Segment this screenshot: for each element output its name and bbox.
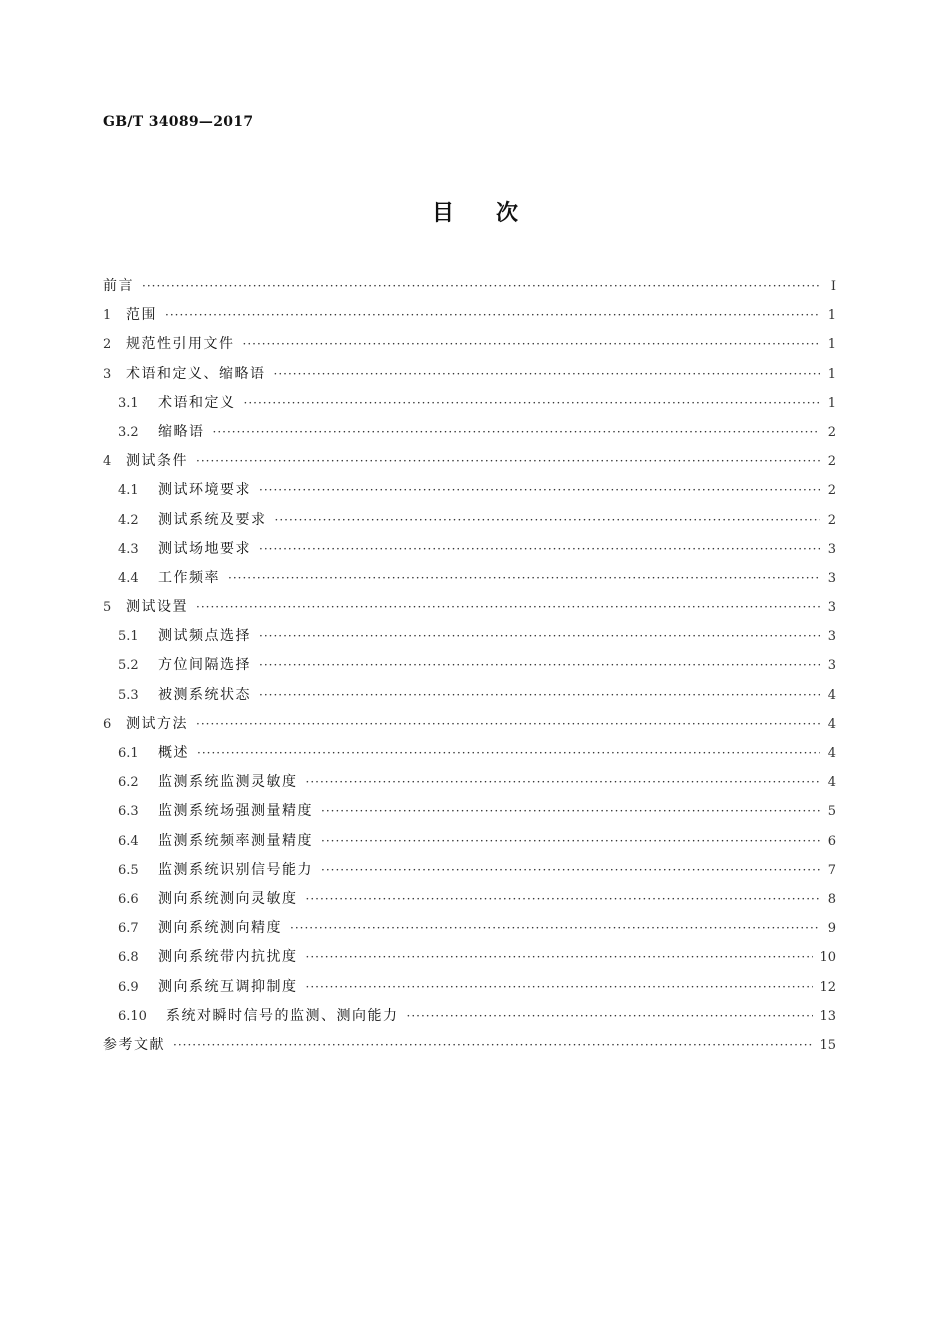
toc-entry-number: 6.10 [118, 1008, 147, 1024]
toc-entry-label: 术语和定义 [158, 394, 236, 411]
dot-leader [173, 1031, 813, 1060]
toc-entry-page: 2 [827, 424, 836, 440]
toc-entry[interactable] [103, 710, 836, 739]
toc-entry[interactable] [103, 593, 836, 622]
toc-entry-page: 3 [827, 600, 836, 616]
dot-leader [142, 272, 820, 301]
dot-leader [321, 797, 820, 826]
toc-entry-page: 9 [827, 921, 836, 937]
toc-entry[interactable] [103, 651, 836, 680]
toc-entry-page: 4 [827, 775, 836, 791]
toc-entry-page: 5 [827, 804, 836, 820]
toc-entry[interactable] [103, 506, 836, 535]
toc-entry[interactable] [103, 768, 836, 797]
toc-entry-page: 10 [819, 950, 836, 966]
toc-entry-page: 1 [827, 308, 836, 324]
toc-entry-page: 3 [827, 541, 836, 557]
toc-entry-page: 6 [827, 833, 836, 849]
dot-leader [228, 564, 820, 593]
toc-entry-label: 工作频率 [158, 569, 220, 586]
toc-entry[interactable] [103, 360, 836, 389]
toc-entry-number: 2 [103, 337, 112, 353]
toc-entry-label: 范围 [126, 307, 157, 324]
toc-entry-label: 方位间隔选择 [158, 657, 251, 674]
toc-entry[interactable] [103, 797, 836, 826]
dot-leader [306, 768, 821, 797]
dot-leader [259, 535, 820, 564]
toc-entry-label: 测试方法 [126, 715, 188, 732]
toc-entry-label: 测试条件 [126, 453, 188, 470]
toc-entry[interactable] [103, 739, 836, 768]
dot-leader [275, 506, 821, 535]
toc-entry[interactable] [103, 827, 836, 856]
toc-entry-page: 2 [827, 483, 836, 499]
toc-entry-page: 1 [827, 337, 836, 353]
toc-entry[interactable] [103, 272, 836, 301]
toc-entry-number: 4.4 [118, 570, 139, 586]
toc-entry-page: 4 [827, 687, 836, 703]
toc-entry[interactable] [103, 535, 836, 564]
toc-entry[interactable] [103, 476, 836, 505]
toc-entry[interactable] [103, 1002, 836, 1031]
toc-entry-label: 被测系统状态 [158, 686, 251, 703]
toc-entry-label: 测向系统测向灵敏度 [158, 890, 298, 907]
toc-entry-label: 参考文献 [103, 1036, 165, 1053]
toc-entry-number: 5.2 [118, 658, 139, 674]
toc-entry-number: 4.1 [118, 483, 139, 499]
dot-leader [196, 593, 820, 622]
toc-entry-page: 7 [827, 862, 836, 878]
toc-entry[interactable] [103, 914, 836, 943]
toc-entry-page: 1 [827, 395, 836, 411]
toc-entry-label: 测向系统测向精度 [158, 920, 282, 937]
toc-entry[interactable] [103, 389, 836, 418]
toc-entry-label: 测试系统及要求 [158, 511, 267, 528]
dot-leader [165, 301, 820, 330]
toc-entry-number: 6.2 [118, 775, 139, 791]
toc-entry-page: 12 [819, 979, 836, 995]
toc-entry-label: 测向系统带内抗扰度 [158, 949, 298, 966]
toc-entry-label: 测试场地要求 [158, 540, 251, 557]
dot-leader [244, 389, 821, 418]
toc-entry-number: 4.3 [118, 541, 139, 557]
toc-entry-number: 5 [103, 600, 112, 616]
toc-entry-number: 3 [103, 366, 112, 382]
toc-entry[interactable] [103, 418, 836, 447]
dot-leader [290, 914, 820, 943]
toc-entry-number: 1 [103, 308, 112, 324]
toc-entry-page: 4 [827, 746, 836, 761]
toc-entry-page: 3 [827, 658, 836, 674]
toc-entry-page: 2 [827, 512, 836, 528]
toc-entry-number: 5.1 [118, 629, 139, 645]
toc-entry[interactable] [103, 973, 836, 1002]
dot-leader [243, 330, 821, 359]
toc-entry-number: 6.4 [118, 833, 139, 849]
toc-entry[interactable] [103, 564, 836, 593]
dot-leader [321, 856, 820, 885]
dot-leader [259, 681, 820, 710]
toc-entry-number: 4.2 [118, 512, 139, 528]
dot-leader [196, 710, 820, 739]
toc-entry[interactable] [103, 856, 836, 885]
table-of-contents [103, 272, 836, 1060]
toc-entry-number: 3.1 [118, 395, 139, 411]
dot-leader [306, 943, 814, 972]
toc-entry-label: 规范性引用文件 [126, 336, 235, 353]
dot-leader [213, 418, 821, 447]
toc-entry-label: 系统对瞬时信号的监测、测向能力 [166, 1007, 399, 1024]
toc-entry[interactable] [103, 330, 836, 359]
toc-entry-label: 监测系统识别信号能力 [158, 861, 313, 878]
dot-leader [197, 739, 820, 768]
toc-entry-page: Ⅰ [830, 279, 836, 294]
dot-leader [196, 447, 820, 476]
dot-leader [274, 360, 821, 389]
toc-entry-page: 3 [827, 570, 836, 586]
toc-entry[interactable] [103, 622, 836, 651]
toc-entry[interactable] [103, 885, 836, 914]
toc-entry-number: 6.7 [118, 921, 139, 937]
toc-entry[interactable] [103, 301, 836, 330]
toc-entry-number: 6.9 [118, 979, 139, 995]
toc-entry[interactable] [103, 681, 836, 710]
toc-entry-number: 5.3 [118, 687, 139, 703]
toc-entry-label: 前言 [103, 278, 134, 294]
toc-entry-number: 4 [103, 454, 112, 470]
dot-leader [306, 885, 821, 914]
toc-entry-page: 3 [827, 629, 836, 645]
toc-entry-number: 6.8 [118, 950, 139, 966]
toc-entry-number: 6.3 [118, 804, 139, 820]
toc-entry-label: 测试环境要求 [158, 482, 251, 499]
toc-entry[interactable] [103, 447, 836, 476]
toc-entry-label: 监测系统监测灵敏度 [158, 774, 298, 791]
toc-entry-page: 8 [827, 891, 836, 907]
page-title: 目次 [431, 201, 560, 226]
toc-entry-number: 6.6 [118, 891, 139, 907]
toc-entry-page: 15 [819, 1037, 836, 1053]
dot-leader [259, 651, 820, 680]
toc-entry-label: 测试频点选择 [158, 628, 251, 645]
toc-entry-label: 监测系统频率测量精度 [158, 832, 313, 849]
dot-leader [259, 476, 820, 505]
toc-entry-page: 4 [827, 716, 836, 732]
toc-entry-number: 6 [103, 716, 112, 732]
toc-entry-label: 术语和定义、缩略语 [126, 365, 266, 382]
toc-entry-page: 2 [827, 454, 836, 470]
dot-leader [407, 1002, 814, 1031]
toc-entry[interactable] [103, 1031, 836, 1060]
toc-entry-number: 6.1 [118, 746, 139, 761]
toc-entry-label: 监测系统场强测量精度 [158, 803, 313, 820]
dot-leader [306, 973, 814, 1002]
toc-entry-label: 缩略语 [158, 423, 205, 440]
standard-code: GB/T 34089—2017 [103, 114, 254, 130]
toc-entry-page: 1 [827, 366, 836, 382]
toc-entry-page: 13 [819, 1008, 836, 1024]
toc-entry-number: 3.2 [118, 424, 139, 440]
toc-entry-label: 概述 [158, 745, 189, 761]
toc-entry[interactable] [103, 943, 836, 972]
dot-leader [259, 622, 820, 651]
toc-entry-label: 测向系统互调抑制度 [158, 978, 298, 995]
toc-entry-number: 6.5 [118, 862, 139, 878]
dot-leader [321, 827, 820, 856]
toc-entry-label: 测试设置 [126, 599, 188, 616]
